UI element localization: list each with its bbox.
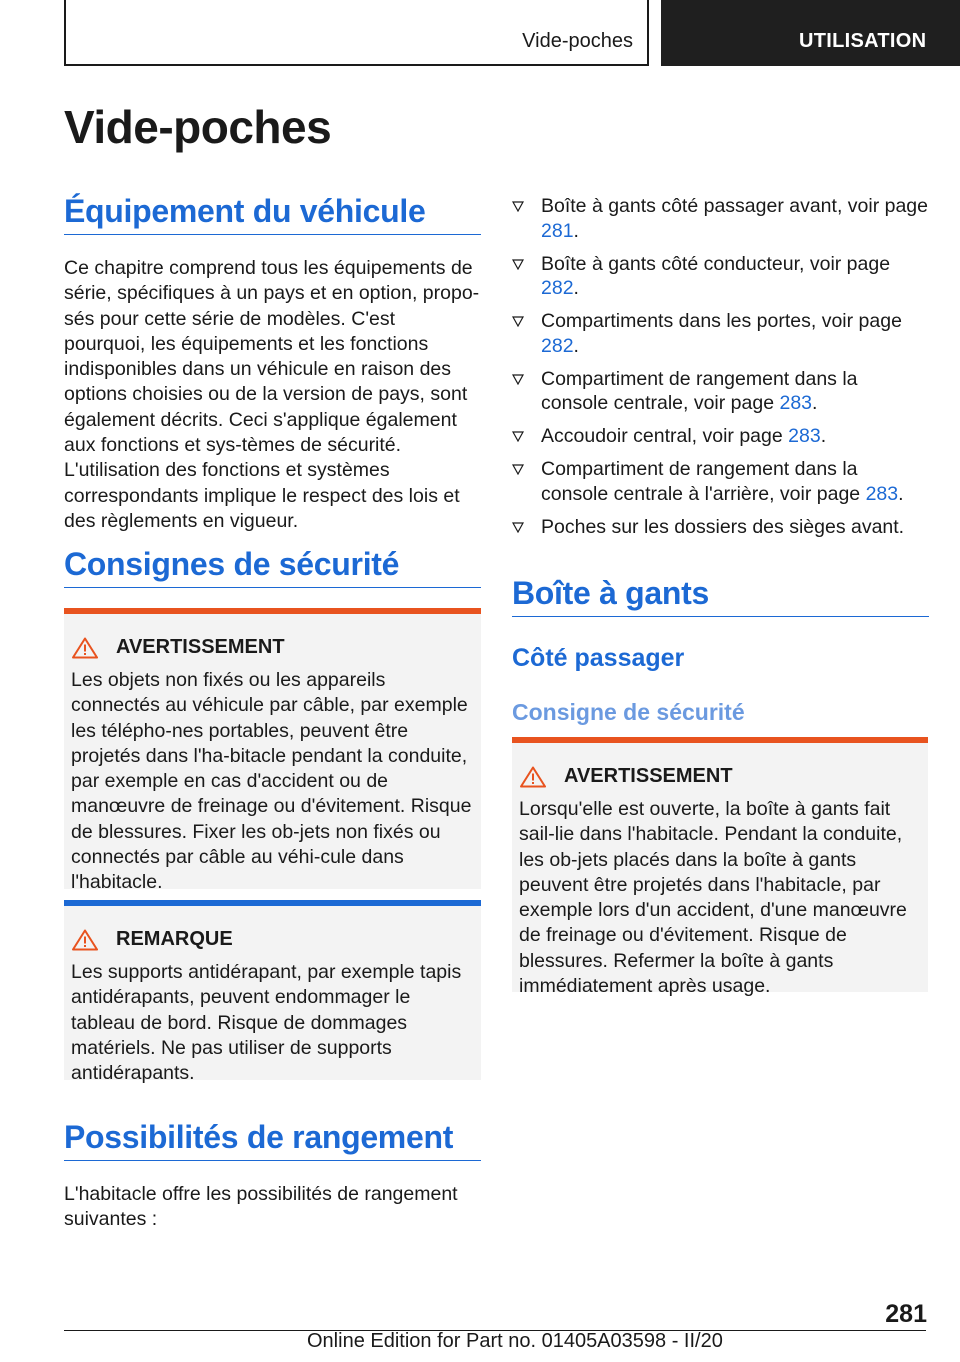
- footer-edition: Online Edition for Part no. 01405A03598 - II/20: [307, 1330, 723, 1352]
- header-chapter-tab: [661, 0, 960, 66]
- warning-triangle-icon: [520, 766, 546, 788]
- triangle-bullet-icon: [512, 464, 524, 475]
- notice-label: REMARQUE: [116, 928, 233, 950]
- section-rule: [64, 234, 481, 235]
- warning-bar: [64, 608, 481, 614]
- page-link[interactable]: 283: [779, 392, 813, 414]
- section-title-glovebox: Boîte à gants: [512, 575, 710, 611]
- list-item: Compartiment de rangement dans la console centrale, voir page 283.: [512, 367, 929, 416]
- warning-label: AVERTISSEMENT: [116, 636, 285, 658]
- warning-heading: [520, 765, 733, 788]
- page-link[interactable]: 281: [541, 219, 574, 242]
- page-title: Vide-poches: [64, 101, 332, 153]
- warning-text: Lorsqu'elle est ouverte, la boîte à gants fait sail-lie dans l'habitacle. Pendant la conduite, les ob-jets placés dans la boîte à gants peuvent être projetés dans l'habitacle, par exemple lors d'un accident, d'une manœuvre de freinage ou d'évitement. Risque de blessures. Refermer la boîte à gants immédiatement après usage.: [519, 798, 907, 998]
- storage-paragraph: L'habitacle offre les possibilités de rangement suivantes :: [64, 1183, 458, 1231]
- triangle-bullet-icon: [512, 522, 524, 533]
- list-item: Boîte à gants côté conducteur, voir page 282.: [512, 252, 929, 301]
- notice-heading: [72, 928, 233, 951]
- header-section-box: [64, 0, 649, 66]
- list-item: Boîte à gants côté passager avant, voir page 281.: [512, 194, 929, 243]
- notice-bar: [64, 900, 481, 906]
- equipment-paragraph: Ce chapitre comprend tous les équipements de série, spécifiques à un pays et en option, propo-sés pour cette série de modèles. C'est pourquoi, les équipements et les fonctions indisponibles dans un véhicule en raison des options choisies ou de la version de pays, sont également décrits. Ceci s'applique également aux fonctions et sys-tèmes de sécurité. L'utilisation des fonctions et systèmes correspondants implique le respect des lois et des règlements en vigueur.: [64, 257, 480, 532]
- warning-bar: [512, 737, 928, 743]
- subsection-title-passenger: Côté passager: [512, 644, 685, 672]
- triangle-bullet-icon: [512, 201, 524, 212]
- section-rule: [64, 1160, 481, 1161]
- header-section-title: Vide-poches: [522, 30, 633, 52]
- subsubsection-title-safety: Consigne de sécurité: [512, 699, 745, 725]
- section-title-safety: Consignes de sécurité: [64, 546, 400, 582]
- page-link[interactable]: 282: [541, 277, 574, 299]
- triangle-bullet-icon: [512, 259, 524, 270]
- triangle-bullet-icon: [512, 431, 524, 442]
- header-chapter-title: UTILISATION: [799, 30, 927, 52]
- section-rule: [64, 587, 481, 588]
- page-link[interactable]: 282: [541, 334, 574, 357]
- section-title-storage: Possibilités de rangement: [64, 1119, 454, 1155]
- list-item: Compartiments dans les portes, voir page 282.: [512, 309, 929, 358]
- triangle-bullet-icon: [512, 316, 524, 327]
- warning-text: Les objets non fixés ou les appareils connectés au véhicule par câble, par exemple les télépho-nes portables, peuvent être projetés dans l'ha-bitacle pendant la conduite, par exemple en cas d'accident ou de manœuvre de freinage ou d'évitement. Risque de blessures. Fixer les ob-jets non fixés ou connectés par câble au véhi-cule dans l'habitacle.: [71, 669, 472, 894]
- section-title-equipment: Équipement du véhicule: [64, 193, 426, 229]
- warning-triangle-icon: [72, 637, 98, 659]
- page-link[interactable]: 283: [865, 482, 899, 505]
- warning-box: [64, 608, 481, 894]
- page-link[interactable]: 283: [788, 425, 821, 447]
- warning-triangle-icon: [72, 929, 98, 951]
- notice-text: Les supports antidérapant, par exemple tapis antidérapants, peuvent endommager le tableau de bord. Risque de dommages matériels. Ne pas utiliser de supports antidérapants.: [71, 961, 462, 1085]
- list-item: Compartiment de rangement dans la console centrale à l'arrière, voir page 283.: [512, 457, 929, 506]
- warning-box: [512, 737, 928, 998]
- storage-list: [512, 194, 929, 548]
- warning-heading: [72, 636, 285, 659]
- section-rule: [512, 616, 929, 617]
- page-number: 281: [885, 1300, 927, 1328]
- warning-label: AVERTISSEMENT: [564, 765, 733, 787]
- notice-box: [64, 900, 481, 1085]
- list-item: Poches sur les dossiers des sièges avant.: [512, 515, 929, 540]
- list-item: Accoudoir central, voir page 283.: [512, 424, 929, 449]
- triangle-bullet-icon: [512, 374, 524, 385]
